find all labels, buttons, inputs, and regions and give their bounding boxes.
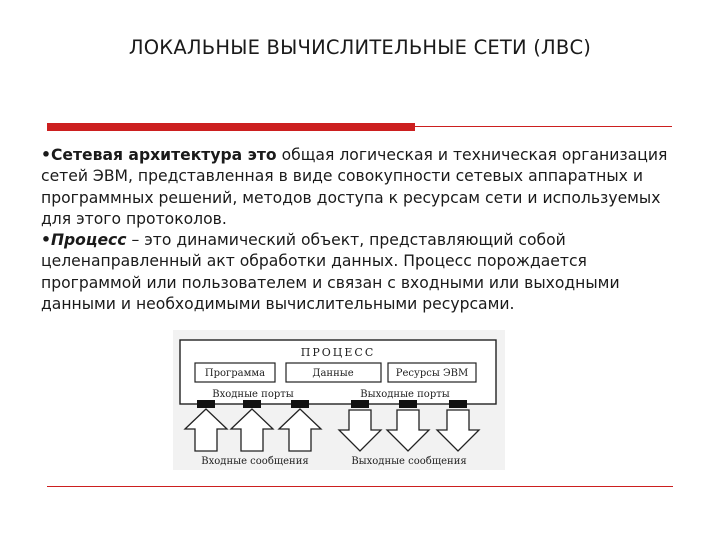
title-underline-thick [47,123,415,131]
input-arrow-1 [185,409,227,451]
block-resources-label: Ресурсы ЭВМ [395,368,469,379]
block-data-label: Данные [312,368,354,379]
title-underline-thin [415,126,672,127]
output-arrow-2 [387,410,429,451]
input-port-2 [243,400,261,408]
input-arrow-3 [279,409,321,451]
paragraph-process [41,230,681,315]
process-diagram [173,330,505,470]
output-port-2 [399,400,417,408]
bullet: • [41,146,51,164]
output-ports-label: Выходные порты [360,389,450,400]
bullet: • [41,231,51,250]
definition-network-architecture: общая логическая и техническая организация сетей ЭВМ, представленная в виде совокупности сетевых аппаратных и программных решений, методов доступа к ресурсам сети и используемых для этого протоколов. [41,146,668,228]
block-program-label: Программа [204,368,266,379]
input-ports-label: Входные порты [212,389,294,400]
input-messages-label: Входные сообщения [201,456,309,467]
input-arrow-2 [231,409,273,451]
output-port-3 [449,400,467,408]
paragraph-architecture [41,145,681,230]
input-port-1 [197,400,215,408]
output-port-1 [351,400,369,408]
process-title: ПРОЦЕСС [300,346,376,359]
output-arrow-1 [339,410,381,451]
input-port-3 [291,400,309,408]
slide-title: ЛОКАЛЬНЫЕ ВЫЧИСЛИТЕЛЬНЫЕ СЕТИ (ЛВС) [128,36,592,59]
output-messages-label: Выходные сообщения [351,456,467,467]
output-arrow-3 [437,410,479,451]
definition-process: – это динамический объект, представляющий собой целенаправленный акт обработки данных. Процесс порождается программой или пользователем и связан с входными или выходными данными и необходимыми вычислительными ресурсами. [41,231,620,314]
term-process: Процесс [50,231,127,250]
slide-content [41,145,681,315]
bottom-rule [47,486,673,487]
term-network-architecture: Сетевая архитектура это [50,146,277,164]
process-diagram-svg [173,330,505,470]
